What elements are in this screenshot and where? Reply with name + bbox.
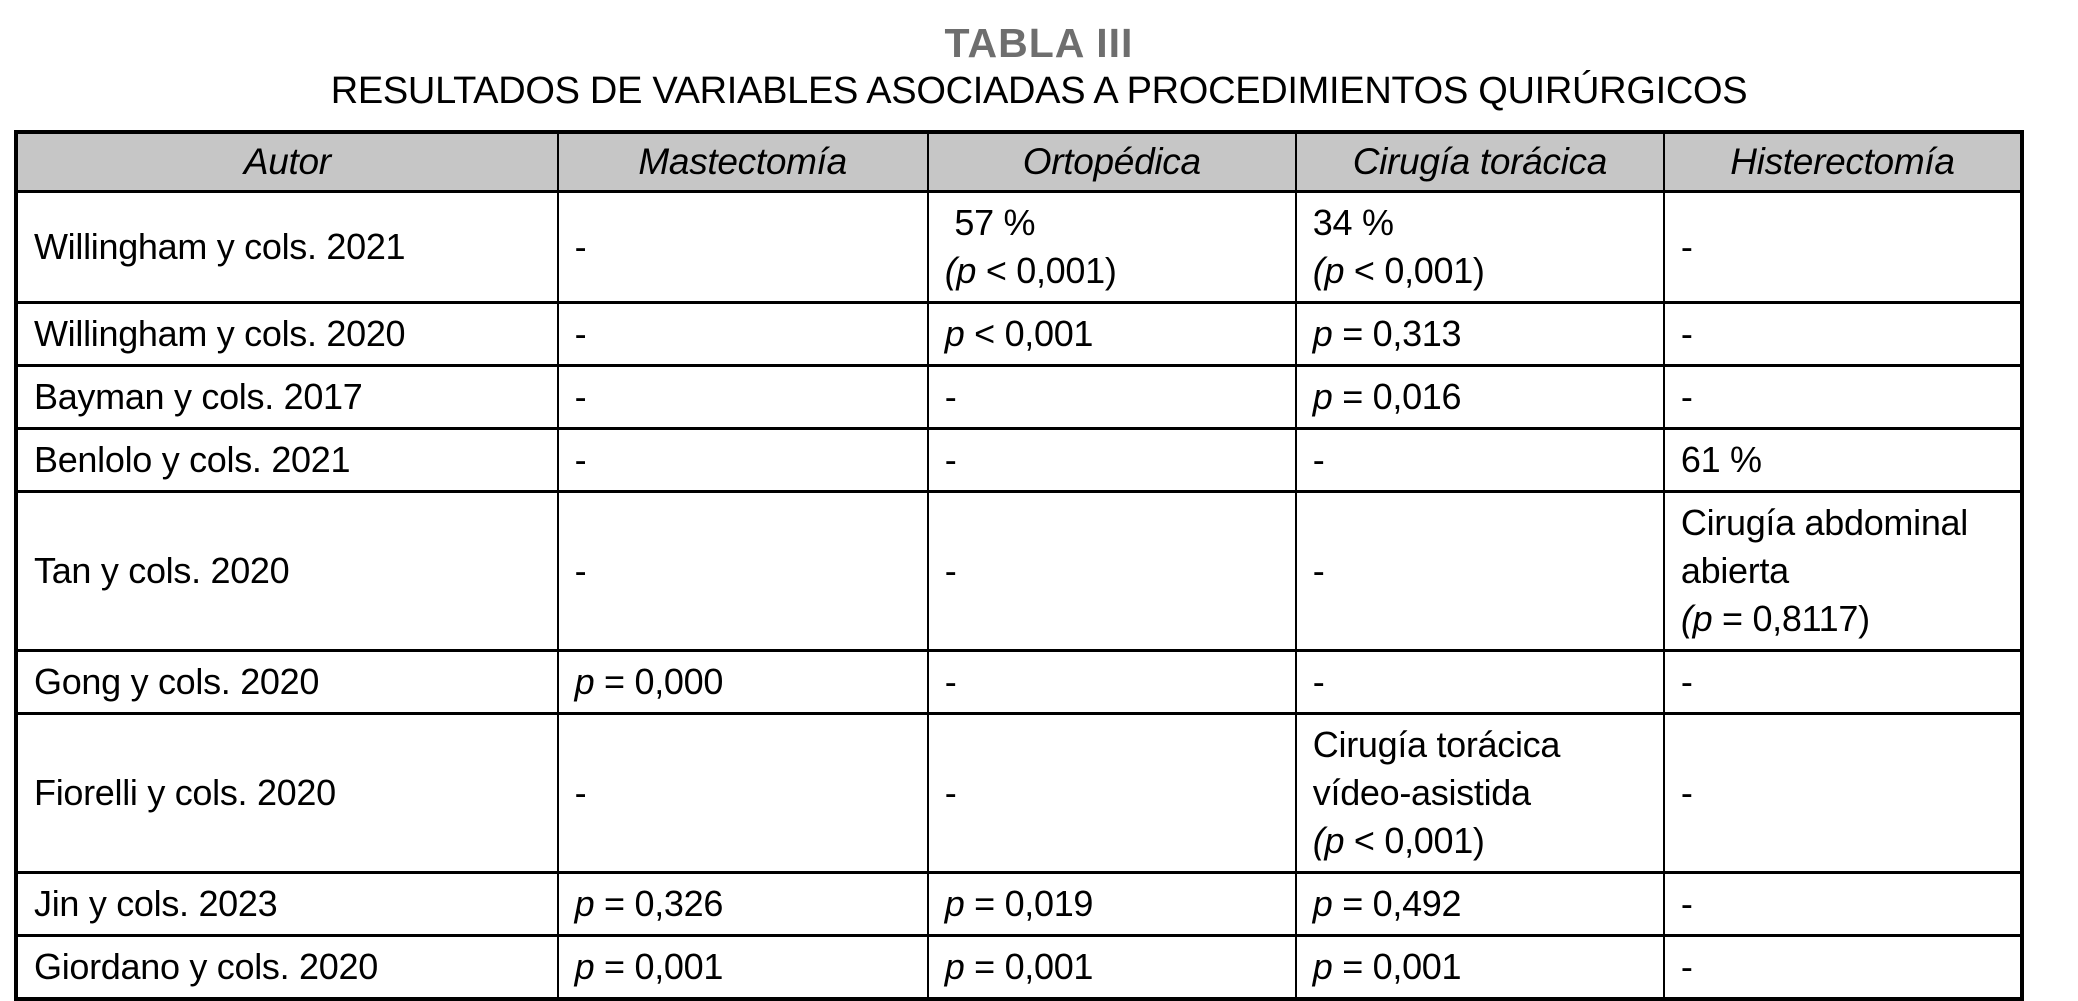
- value-cell: p = 0,016: [1296, 366, 1664, 429]
- table-row: [16, 873, 2022, 936]
- value-cell: -: [928, 429, 1296, 492]
- table-row: [16, 429, 2022, 492]
- value-cell: -: [928, 492, 1296, 651]
- value-cell: Cirugía abdominal abierta (p = 0,8117): [1664, 492, 2022, 651]
- column-header: Autor: [16, 132, 558, 192]
- table-row: [16, 492, 2022, 651]
- value-cell: p = 0,001: [558, 936, 928, 1000]
- value-cell: -: [1664, 366, 2022, 429]
- value-cell: 57 % (p < 0,001): [928, 192, 1296, 303]
- column-header: Histerectomía: [1664, 132, 2022, 192]
- column-header: Cirugía torácica: [1296, 132, 1664, 192]
- value-cell: p = 0,019: [928, 873, 1296, 936]
- value-cell: -: [558, 492, 928, 651]
- value-cell: p = 0,492: [1296, 873, 1664, 936]
- author-cell: Jin y cols. 2023: [16, 873, 558, 936]
- value-cell: p = 0,001: [1296, 936, 1664, 1000]
- author-cell: Fiorelli y cols. 2020: [16, 714, 558, 873]
- value-cell: -: [928, 366, 1296, 429]
- value-cell: -: [558, 303, 928, 366]
- value-cell: -: [1664, 192, 2022, 303]
- value-cell: p < 0,001: [928, 303, 1296, 366]
- header-row: [16, 132, 2022, 192]
- table-subtitle: RESULTADOS DE VARIABLES ASOCIADAS A PROCEDIMIENTOS QUIRÚRGICOS: [330, 70, 1748, 113]
- table-row: [16, 192, 2022, 303]
- value-cell: p = 0,326: [558, 873, 928, 936]
- author-cell: Giordano y cols. 2020: [16, 936, 558, 1000]
- table-row: [16, 714, 2022, 873]
- column-header: Ortopédica: [928, 132, 1296, 192]
- results-table: [14, 130, 2024, 1001]
- value-cell: -: [1664, 303, 2022, 366]
- value-cell: -: [928, 714, 1296, 873]
- author-cell: Bayman y cols. 2017: [16, 366, 558, 429]
- table-row: [16, 651, 2022, 714]
- value-cell: 34 % (p < 0,001): [1296, 192, 1664, 303]
- author-cell: Tan y cols. 2020: [16, 492, 558, 651]
- value-cell: p = 0,001: [928, 936, 1296, 1000]
- value-cell: -: [558, 714, 928, 873]
- value-cell: -: [1296, 651, 1664, 714]
- table-row: [16, 303, 2022, 366]
- author-cell: Willingham y cols. 2021: [16, 192, 558, 303]
- author-cell: Willingham y cols. 2020: [16, 303, 558, 366]
- author-cell: Benlolo y cols. 2021: [16, 429, 558, 492]
- value-cell: -: [558, 429, 928, 492]
- value-cell: -: [1664, 873, 2022, 936]
- value-cell: -: [1664, 936, 2022, 1000]
- value-cell: -: [1664, 714, 2022, 873]
- value-cell: Cirugía torácica vídeo-asistida (p < 0,001): [1296, 714, 1664, 873]
- value-cell: p = 0,000: [558, 651, 928, 714]
- value-cell: 61 %: [1664, 429, 2022, 492]
- value-cell: -: [1664, 651, 2022, 714]
- value-cell: -: [1296, 429, 1664, 492]
- table-title: TABLA III: [944, 20, 1134, 66]
- table-row: [16, 366, 2022, 429]
- value-cell: p = 0,313: [1296, 303, 1664, 366]
- table-row: [16, 936, 2022, 1000]
- value-cell: -: [558, 192, 928, 303]
- value-cell: -: [928, 651, 1296, 714]
- value-cell: -: [1296, 492, 1664, 651]
- author-cell: Gong y cols. 2020: [16, 651, 558, 714]
- value-cell: -: [558, 366, 928, 429]
- column-header: Mastectomía: [558, 132, 928, 192]
